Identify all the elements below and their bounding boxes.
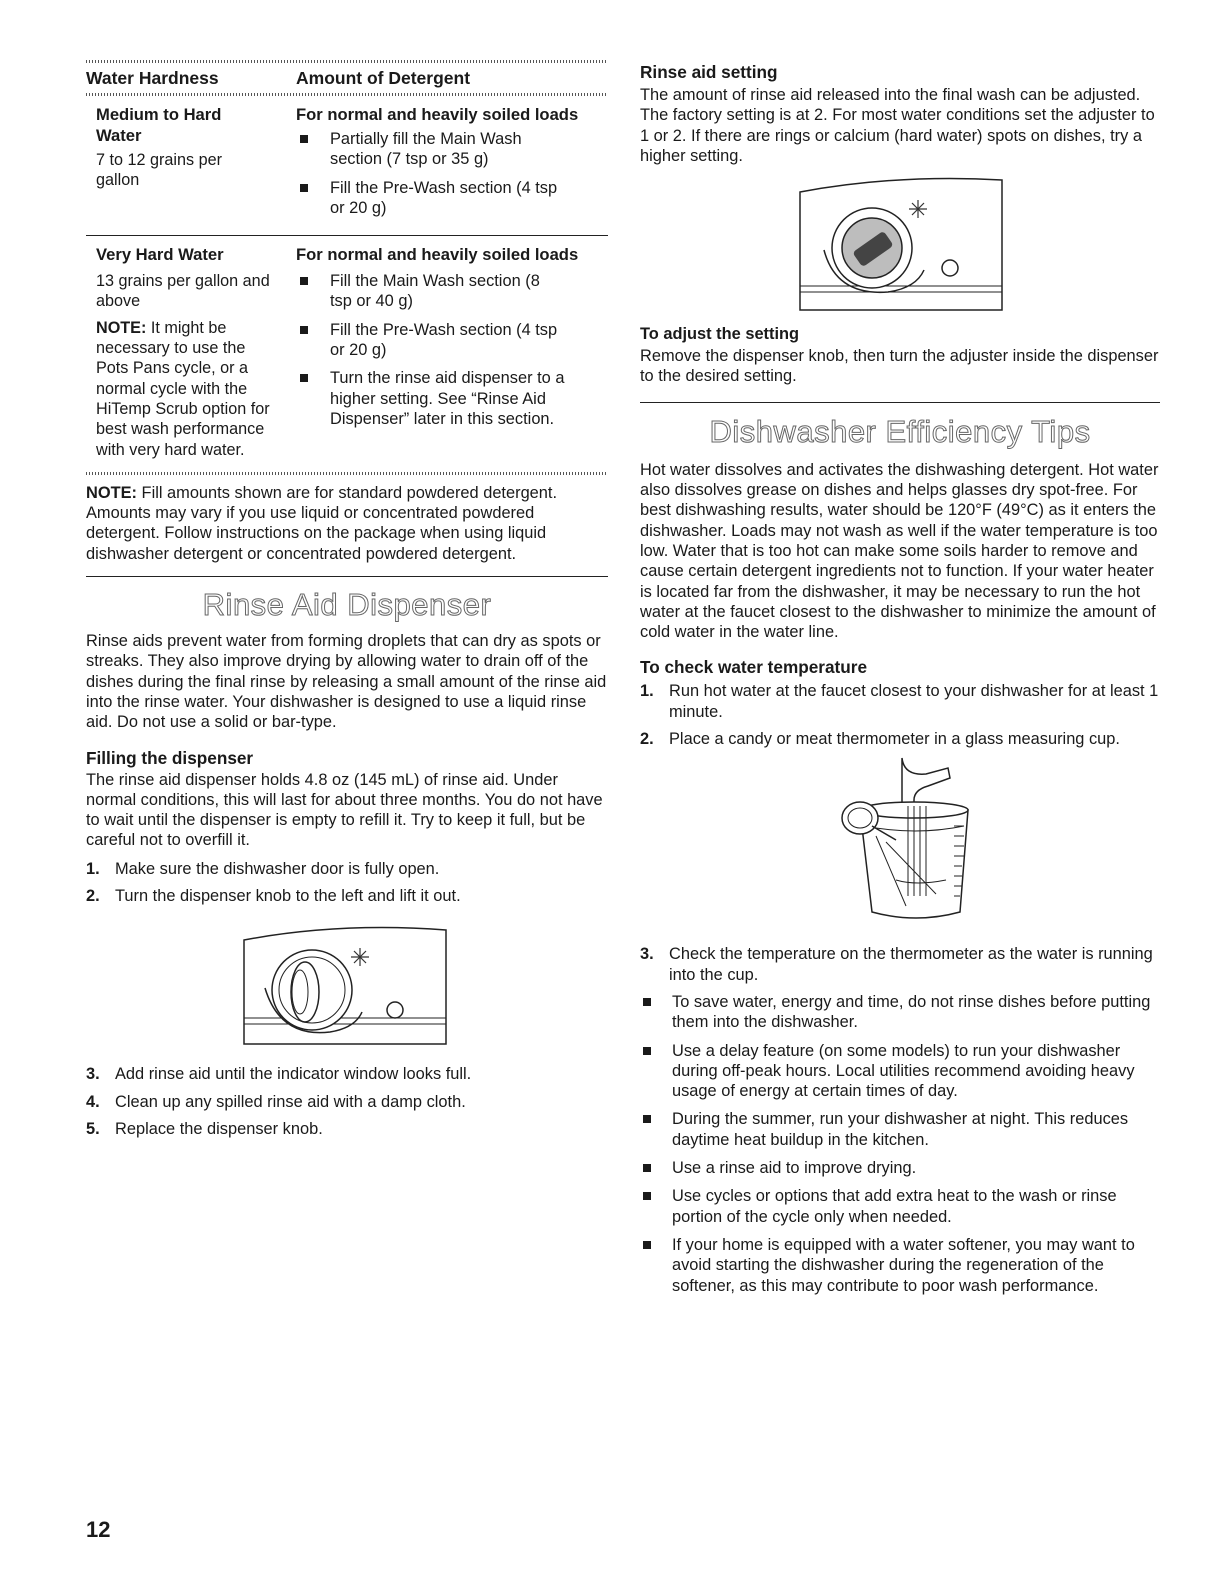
bullet-icon	[643, 1115, 651, 1123]
measuring-cup-thermometer-illustration	[836, 756, 976, 926]
section-title-efficiency: Dishwasher Efficiency Tips	[709, 413, 1091, 449]
list-item: 2. Place a candy or meat thermometer in a glass measuring cup.	[640, 730, 1120, 749]
list-item: Fill the Pre-Wash section (4 tsp or 20 g)	[296, 320, 608, 361]
list-item: 3. Check the temperature on the thermometer as the water is running into the cup.	[640, 945, 1153, 984]
list-item: 2. Turn the dispenser knob to the left and lift it out.	[86, 887, 461, 906]
step-3	[640, 944, 1160, 985]
list-item: 4. Clean up any spilled rinse aid with a damp cloth.	[86, 1092, 466, 1111]
bullet-icon	[300, 374, 308, 382]
section-title-rinse-aid: Rinse Aid Dispenser	[202, 587, 492, 623]
filling-dispenser-text: The rinse aid dispenser holds 4.8 oz (145 mL) of rinse aid. Under normal conditions, this will last for about three months. You do not have to wait until the dispenser is empty to refill it. Try to keep it full, but be careful not to overfill it.	[86, 770, 603, 850]
efficiency-intro: Hot water dissolves and activates the dishwashing detergent. Hot water also dissolves grease on dishes and helps glasses dry spot-free. For best dishwashing results, water should be 120°F (49°C) as it enters the dishwasher. Loads may not wash as well if the water temperature is too low. Water that is too hot can make some soils harder to remove and cause certain detergent ingredients not to function. If your water heater is located far from the dishwasher, it may be necessary to run the hot water at the faucet closest to the dishwasher to minimize the amount of cold water in the water line.	[640, 460, 1159, 642]
bullet-icon	[643, 1241, 651, 1249]
list-item: 3. Add rinse aid until the indicator window looks full.	[86, 1065, 472, 1084]
right-column	[640, 60, 1160, 1304]
filling-steps-list	[86, 859, 608, 907]
hardness-title: Very Hard Water	[96, 245, 224, 265]
left-column	[86, 60, 608, 1146]
rinse-aid-adjuster-illustration	[796, 174, 1006, 314]
list-item: Fill the Main Wash section (8 tsp or 40 g)	[296, 271, 608, 312]
efficiency-tips-list	[640, 992, 1160, 1296]
list-item: To save water, energy and time, do not rinse dishes before putting them into the dishwasher.	[640, 992, 1160, 1033]
amount-cell	[296, 244, 608, 460]
temperature-steps-list	[640, 681, 1160, 749]
list-item: Partially fill the Main Wash section (7 tsp or 35 g)	[296, 129, 608, 170]
list-item: Use a delay feature (on some models) to run your dishwasher during off-peak hours. Local utilities recommend avoiding heavy usage of energy at certain times of day.	[640, 1041, 1160, 1102]
table-row	[86, 236, 608, 472]
amount-title: For normal and heavily soiled loads	[296, 245, 579, 265]
adjust-setting-heading: To adjust the setting	[640, 325, 800, 344]
amount-title: For normal and heavily soiled loads	[296, 105, 579, 124]
rinse-aid-setting-heading: Rinse aid setting	[640, 62, 778, 82]
filling-dispenser-heading: Filling the dispenser	[86, 747, 254, 768]
bullet-icon	[300, 184, 308, 192]
bullet-icon	[643, 998, 651, 1006]
table-row	[86, 96, 608, 235]
header-amount-detergent: Amount of Detergent	[296, 67, 471, 88]
section-divider	[640, 402, 1160, 403]
amount-cell	[296, 104, 608, 223]
bullet-icon	[300, 135, 308, 143]
bullet-icon	[643, 1164, 651, 1172]
hardness-title: Medium to Hard Water	[96, 105, 222, 145]
list-item: Use a rinse aid to improve drying.	[640, 1158, 1160, 1178]
adjust-setting-text: Remove the dispenser knob, then turn the adjuster inside the dispenser to the desired setting.	[640, 347, 1159, 386]
table-bottom-rule	[86, 472, 608, 475]
refill-steps-list	[86, 1064, 608, 1139]
bullet-icon	[300, 277, 308, 285]
list-item: During the summer, run your dishwasher at night. This reduces daytime heat buildup in the kitchen.	[640, 1109, 1160, 1150]
hardness-detail: 7 to 12 grains per gallon	[96, 151, 222, 190]
table-header	[86, 63, 608, 93]
list-item: 5. Replace the dispenser knob.	[86, 1119, 323, 1138]
bullet-icon	[300, 326, 308, 334]
bullet-icon	[643, 1047, 651, 1055]
note-label: NOTE:	[86, 483, 137, 502]
hardness-cell	[86, 104, 296, 223]
list-item: Fill the Pre-Wash section (4 tsp or 20 g)	[296, 178, 608, 219]
page-number: 12	[86, 1517, 111, 1542]
header-water-hardness: Water Hardness	[86, 67, 219, 88]
list-item: If your home is equipped with a water softener, you may want to avoid starting the dishwasher during the regeneration of the softener, as this may contribute to poor wash performance.	[640, 1235, 1160, 1296]
list-item: Use cycles or options that add extra heat to the wash or rinse portion of the cycle only when needed.	[640, 1186, 1160, 1227]
section-divider	[86, 576, 608, 577]
list-item: 1. Make sure the dishwasher door is fully open.	[86, 859, 440, 878]
list-item: Turn the rinse aid dispenser to a higher setting. See “Rinse Aid Dispenser” later in this section.	[296, 368, 608, 429]
hardness-cell	[86, 244, 296, 460]
dispenser-knob-illustration	[240, 920, 450, 1050]
rinse-aid-setting-text: The amount of rinse aid released into the final wash can be adjusted. The factory setting is at 2. For most water conditions set the adjuster to 1 or 2. If there are rings or calcium (hard water) spots on dishes, try a higher setting.	[640, 86, 1155, 165]
fill-amount-note: NOTE: Fill amounts shown are for standard powdered detergent. Amounts may vary if you use liquid or concentrated powdered detergent. Follow instructions on the package when using liquid dishwasher detergent or concentrated powdered detergent.	[86, 483, 558, 563]
rinse-aid-intro: Rinse aids prevent water from forming droplets that can dry as spots or streaks. They also improve drying by allowing water to drain off of the dishes during the final rinse by releasing a small amount of the rinse aid into the rinse water. Your dishwasher is designed to use a liquid rinse aid. Do not use a solid or bar-type.	[86, 632, 607, 732]
bullet-icon	[643, 1192, 651, 1200]
hardness-detail: 13 grains per gallon and above	[96, 272, 270, 311]
hardness-note: NOTE: It might be necessary to use the Pots Pans cycle, or a normal cycle with the HiTemp Scrub option for best wash performance with very hard water.	[96, 318, 270, 459]
list-item: 1. Run hot water at the faucet closest to your dishwasher for at least 1 minute.	[640, 682, 1159, 721]
check-temperature-heading: To check water temperature	[640, 657, 868, 678]
note-label: NOTE:	[96, 318, 147, 337]
